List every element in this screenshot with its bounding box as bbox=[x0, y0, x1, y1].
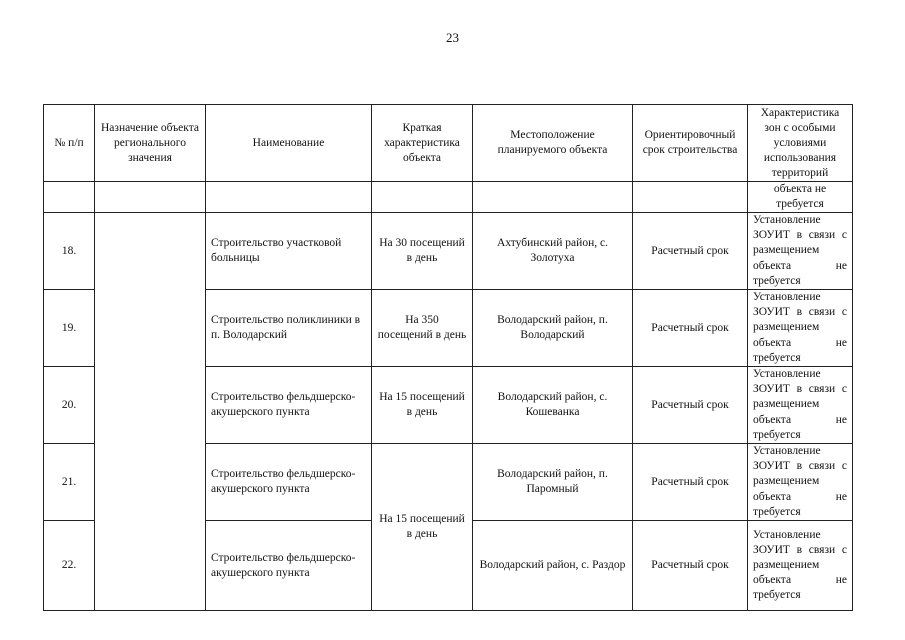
cell-location: Володарский район, п. Володарский bbox=[473, 290, 633, 367]
cell-location: Володарский район, с. Кошеванка bbox=[473, 367, 633, 444]
header-characteristic: Краткая характеристика объекта bbox=[372, 105, 473, 182]
cell-zone: Установление ЗОУИТ в связи с размещением объекта не требуется bbox=[748, 367, 853, 444]
header-name: Наименование bbox=[206, 105, 372, 182]
cell-num: 20. bbox=[44, 367, 95, 444]
table-header-row bbox=[44, 105, 853, 182]
cell-term: Расчетный срок bbox=[633, 444, 748, 521]
cell-name: Строительство фельдшерско-акушерского пункта bbox=[206, 367, 372, 444]
cell-empty bbox=[372, 182, 473, 213]
cell-name: Строительство фельдшерско-акушерского пункта bbox=[206, 444, 372, 521]
cell-zone: Установление ЗОУИТ в связи с размещением объекта не требуется bbox=[748, 444, 853, 521]
cell-name: Строительство фельдшерско-акушерского пункта bbox=[206, 521, 372, 611]
cell-zone-continuation: объекта не требуется bbox=[748, 182, 853, 213]
table-row bbox=[44, 213, 853, 290]
header-location: Местоположение планируемого объекта bbox=[473, 105, 633, 182]
cell-num: 22. bbox=[44, 521, 95, 611]
cell-empty bbox=[95, 182, 206, 213]
cell-zone: Установление ЗОУИТ в связи с размещением объекта не требуется bbox=[748, 290, 853, 367]
cell-characteristic: На 30 посещений в день bbox=[372, 213, 473, 290]
cell-characteristic: На 350 посещений в день bbox=[372, 290, 473, 367]
page-number: 23 bbox=[446, 30, 459, 45]
cell-name: Строительство участковой больницы bbox=[206, 213, 372, 290]
cell-num: 21. bbox=[44, 444, 95, 521]
table-row-continuation bbox=[44, 182, 853, 213]
cell-location: Володарский район, п. Паромный bbox=[473, 444, 633, 521]
cell-location: Ахтубинский район, с. Золотуха bbox=[473, 213, 633, 290]
cell-zone: Установление ЗОУИТ в связи с размещением объекта не требуется bbox=[748, 213, 853, 290]
header-num: № п/п bbox=[44, 105, 95, 182]
header-zones: Характеристика зон с особыми условиями использования территорий bbox=[748, 105, 853, 182]
cell-characteristic: На 15 посещений в день bbox=[372, 367, 473, 444]
cell-empty bbox=[473, 182, 633, 213]
header-term: Ориентировочный срок строительства bbox=[633, 105, 748, 182]
cell-zone: Установление ЗОУИТ в связи с размещением объекта не требуется bbox=[748, 521, 853, 611]
cell-num: 18. bbox=[44, 213, 95, 290]
cell-term: Расчетный срок bbox=[633, 290, 748, 367]
header-purpose: Назначение объекта регионального значения bbox=[95, 105, 206, 182]
cell-term: Расчетный срок bbox=[633, 367, 748, 444]
objects-table bbox=[43, 104, 853, 611]
cell-term: Расчетный срок bbox=[633, 213, 748, 290]
cell-empty bbox=[44, 182, 95, 213]
cell-location: Володарский район, с. Раздор bbox=[473, 521, 633, 611]
cell-num: 19. bbox=[44, 290, 95, 367]
cell-term: Расчетный срок bbox=[633, 521, 748, 611]
cell-empty bbox=[633, 182, 748, 213]
cell-name: Строительство поликлиники в п. Володарский bbox=[206, 290, 372, 367]
cell-characteristic-merged: На 15 посещений в день bbox=[372, 444, 473, 611]
cell-purpose-merged bbox=[95, 213, 206, 611]
cell-empty bbox=[206, 182, 372, 213]
